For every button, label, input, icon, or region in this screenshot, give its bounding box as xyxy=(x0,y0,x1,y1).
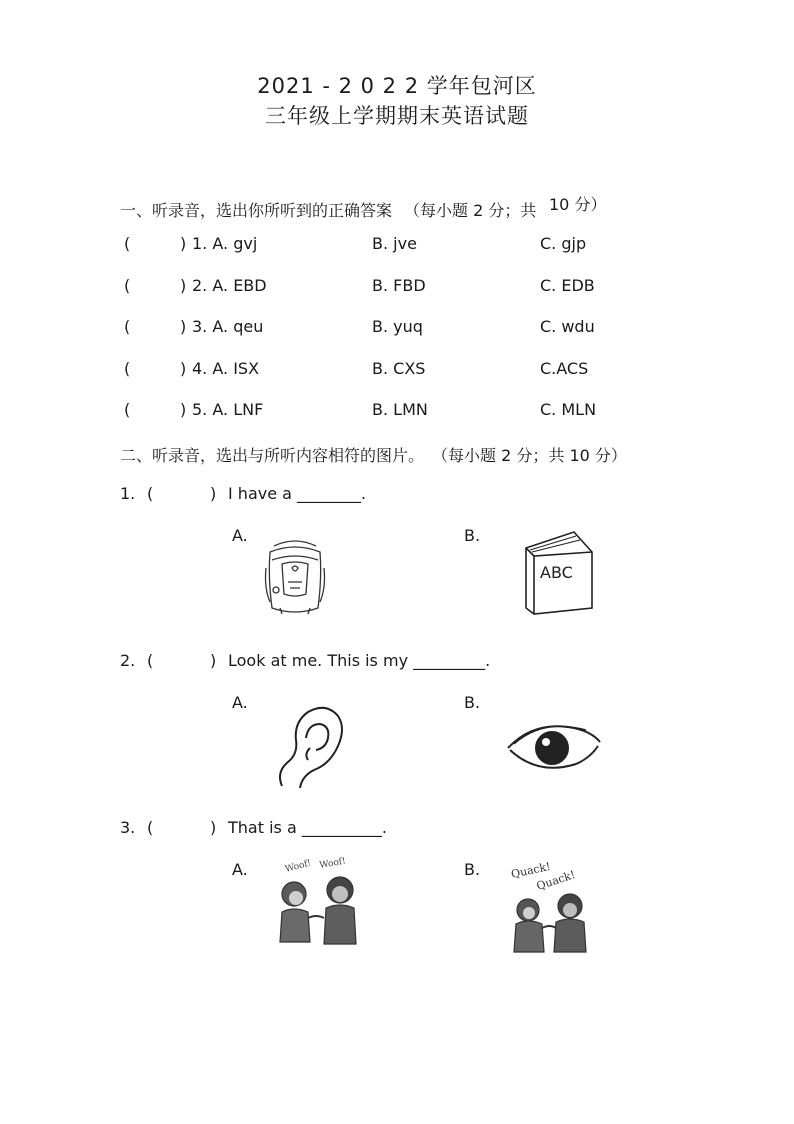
question-number: 2. xyxy=(120,651,136,670)
answer-paren-close: ) xyxy=(210,651,217,670)
option-a: 4. A. ISX xyxy=(192,359,260,378)
option-a: 1. A. gvj xyxy=(192,234,258,253)
page-title: 2021 - 2 0 2 2 学年包河区 xyxy=(257,74,537,98)
children-quack-image xyxy=(504,856,614,956)
section2-heading: 二、听录音，选出与所听内容相符的图片。 xyxy=(120,446,425,465)
question-number: 1. xyxy=(120,484,136,503)
option-b: B. jve xyxy=(372,234,417,253)
section1-score-a: （每小题 2 分；共 xyxy=(404,201,537,220)
answer-paren-open: ( xyxy=(147,818,154,837)
choice-b-label: B. xyxy=(464,860,481,879)
answer-paren-close: ) xyxy=(180,359,187,378)
choice-b-label: B. xyxy=(464,526,481,545)
answer-paren-open: ( xyxy=(124,317,131,336)
answer-paren-close: ) xyxy=(180,234,187,253)
answer-paren-open: ( xyxy=(124,359,131,378)
children-woof-image xyxy=(266,848,366,948)
answer-paren-open: ( xyxy=(124,400,131,419)
question-number: 3. xyxy=(120,818,136,837)
choice-a-label: A. xyxy=(232,526,248,545)
option-b: B. CXS xyxy=(372,359,426,378)
section1-heading: 一、听录音，选出你所听到的正确答案 xyxy=(120,201,393,220)
woof-text-2: Woof! xyxy=(318,856,347,871)
question-text: That is a __________. xyxy=(228,818,387,837)
quack-text-1: Quack! xyxy=(509,859,552,881)
option-c: C.ACS xyxy=(540,359,589,378)
answer-paren-close: ) xyxy=(180,317,187,336)
eye-image xyxy=(504,718,604,778)
answer-paren-close: ) xyxy=(180,276,187,295)
option-a: 5. A. LNF xyxy=(192,400,264,419)
section1-score-b: 10 分） xyxy=(549,195,607,214)
answer-paren-open: ( xyxy=(124,276,131,295)
backpack-image xyxy=(262,538,328,616)
answer-paren-open: ( xyxy=(124,234,131,253)
option-a: 3. A. qeu xyxy=(192,317,264,336)
abc-book-image xyxy=(520,530,600,616)
answer-paren-close: ) xyxy=(210,484,217,503)
quack-text-2: Quack! xyxy=(534,868,577,893)
ear-image xyxy=(274,702,348,792)
answer-paren-open: ( xyxy=(147,484,154,503)
option-c: C. wdu xyxy=(540,317,595,336)
woof-text-1: Woof! xyxy=(284,858,313,875)
choice-a-label: A. xyxy=(232,860,248,879)
option-a: 2. A. EBD xyxy=(192,276,267,295)
option-b: B. LMN xyxy=(372,400,428,419)
page-subtitle: 三年级上学期期末英语试题 xyxy=(265,104,529,128)
answer-paren-open: ( xyxy=(147,651,154,670)
option-b: B. yuq xyxy=(372,317,423,336)
option-c: C. MLN xyxy=(540,400,597,419)
answer-paren-close: ) xyxy=(210,818,217,837)
section2-score: （每小题 2 分；共 10 分） xyxy=(432,446,627,465)
answer-paren-close: ) xyxy=(180,400,187,419)
question-text: Look at me. This is my _________. xyxy=(228,651,491,670)
option-c: C. gjp xyxy=(540,234,587,253)
choice-b-label: B. xyxy=(464,693,481,712)
option-b: B. FBD xyxy=(372,276,426,295)
option-c: C. EDB xyxy=(540,276,595,295)
choice-a-label: A. xyxy=(232,693,248,712)
book-cover-text: ABC xyxy=(540,563,573,582)
question-text: I have a ________. xyxy=(228,484,367,503)
